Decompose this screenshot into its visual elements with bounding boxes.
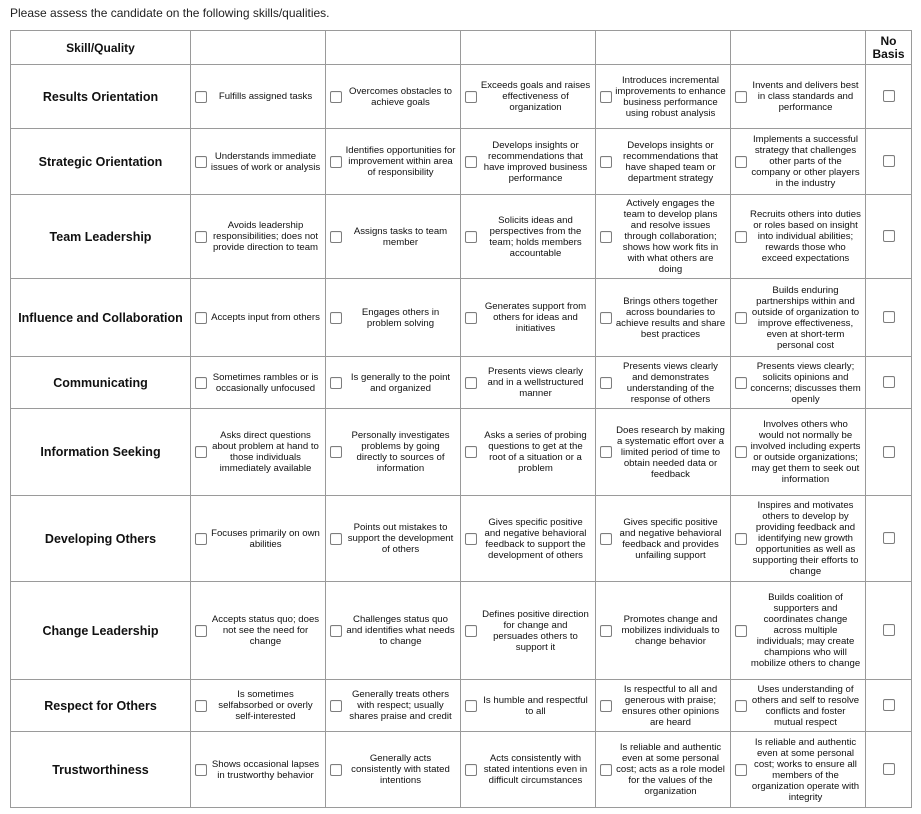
rating-description: Exceeds goals and raises effectiveness of organization <box>480 80 591 113</box>
rating-description: Uses understanding of others and self to resolve conflicts and foster mutual respect <box>751 683 860 728</box>
skill-name: Influence and Collaboration <box>11 279 191 357</box>
rating-description: Presents views clearly; solicits opinions and concerns; discusses them openly <box>750 360 861 405</box>
rating-description: Presents views clearly and demonstrates understanding of the response of others <box>623 360 718 405</box>
rating-description: Implements a successful strategy that challenges other parts of the company or other players in the industry <box>751 134 860 189</box>
rating-checkbox-level-1[interactable] <box>195 533 207 545</box>
rating-option-cell <box>191 732 326 808</box>
no-basis-cell <box>866 195 912 279</box>
rating-option-cell <box>326 195 461 279</box>
rating-option-cell <box>326 582 461 680</box>
no-basis-cell <box>866 732 912 808</box>
form-instructions: Please assess the candidate on the following skills/qualities. <box>10 6 330 20</box>
skill-name: Trustworthiness <box>11 732 191 808</box>
rating-checkbox-level-2[interactable] <box>330 377 342 389</box>
no-basis-checkbox[interactable] <box>883 311 895 323</box>
rating-description: Avoids leadership responsibilities; does not provide direction to team <box>212 220 319 253</box>
rating-checkbox-level-5[interactable] <box>735 625 747 637</box>
rating-option-cell <box>461 680 596 732</box>
rating-checkbox-level-4[interactable] <box>600 231 612 243</box>
rating-description: Involves others who would not normally be involved including experts or outside organizations; may get them to seek out information <box>750 419 861 485</box>
rating-option-cell <box>191 195 326 279</box>
rating-option-cell <box>191 582 326 680</box>
no-basis-checkbox[interactable] <box>883 624 895 636</box>
rating-option-cell <box>596 732 731 808</box>
no-basis-checkbox[interactable] <box>883 699 895 711</box>
rating-checkbox-level-2[interactable] <box>330 91 342 103</box>
rating-checkbox-level-5[interactable] <box>735 700 747 712</box>
rating-checkbox-level-3[interactable] <box>465 700 477 712</box>
skill-quality-header: Skill/Quality <box>11 31 191 65</box>
rating-description: Understands immediate issues of work or analysis <box>210 150 321 173</box>
no-basis-cell <box>866 582 912 680</box>
rating-description: Engages others in problem solving <box>361 306 440 329</box>
rating-description: Asks a series of probing questions to get at the root of a situation or a problem <box>484 430 587 474</box>
rating-description: Generally treats others with respect; usually shares praise and credit <box>349 689 452 722</box>
skill-name: Change Leadership <box>11 582 191 680</box>
rating-description: Gives specific positive and negative behavioral feedback to support the development of others <box>484 516 587 561</box>
rating-option-cell <box>731 195 866 279</box>
no-basis-checkbox[interactable] <box>883 532 895 544</box>
rating-description: Is reliable and authentic even at some personal cost; works to ensure all members of the organization operate with integrity <box>751 736 860 803</box>
rating-option-cell <box>461 732 596 808</box>
skill-name: Team Leadership <box>11 195 191 279</box>
no-basis-cell <box>866 496 912 582</box>
table-row <box>11 357 912 409</box>
rating-description: Does research by making a systematic effort over a limited period of time to obtain needed data or feedback <box>616 424 725 480</box>
skill-name: Communicating <box>11 357 191 409</box>
no-basis-checkbox[interactable] <box>883 155 895 167</box>
rating-option-cell <box>461 582 596 680</box>
rating-option-cell <box>731 357 866 409</box>
table-row <box>11 279 912 357</box>
table-row <box>11 409 912 496</box>
rating-option-cell <box>326 732 461 808</box>
rating-checkbox-level-4[interactable] <box>600 312 612 324</box>
table-row <box>11 65 912 129</box>
no-basis-cell <box>866 357 912 409</box>
level-2-header <box>326 31 461 65</box>
rating-option-cell <box>731 409 866 496</box>
skill-name: Information Seeking <box>11 409 191 496</box>
no-basis-cell <box>866 65 912 129</box>
rating-checkbox-level-2[interactable] <box>330 700 342 712</box>
rating-checkbox-level-3[interactable] <box>465 446 477 458</box>
skill-name: Respect for Others <box>11 680 191 732</box>
rating-checkbox-level-1[interactable] <box>195 377 207 389</box>
no-basis-header-line2: Basis <box>872 46 905 61</box>
rating-checkbox-level-3[interactable] <box>465 533 477 545</box>
no-basis-checkbox[interactable] <box>883 376 895 388</box>
rating-option-cell <box>731 680 866 732</box>
no-basis-cell <box>866 279 912 357</box>
no-basis-checkbox[interactable] <box>883 446 895 458</box>
rating-checkbox-level-3[interactable] <box>465 625 477 637</box>
rating-checkbox-level-4[interactable] <box>600 625 612 637</box>
rating-option-cell <box>461 409 596 496</box>
rating-description: Is respectful to all and generous with praise; ensures other opinions are heard <box>621 683 720 728</box>
rating-checkbox-level-4[interactable] <box>600 533 612 545</box>
rating-option-cell <box>731 129 866 195</box>
table-header-row <box>11 31 912 65</box>
rating-description: Defines positive direction for change and persuades others to support it <box>482 608 589 653</box>
no-basis-checkbox[interactable] <box>883 90 895 102</box>
rating-option-cell <box>326 496 461 582</box>
table-row <box>11 582 912 680</box>
rating-option-cell <box>596 680 731 732</box>
rating-description: Invents and delivers best in class standards and performance <box>752 80 859 113</box>
no-basis-cell <box>866 409 912 496</box>
rating-option-cell <box>326 129 461 195</box>
rating-option-cell <box>731 582 866 680</box>
rating-option-cell <box>731 65 866 129</box>
rating-checkbox-level-3[interactable] <box>465 156 477 168</box>
rating-description: Asks direct questions about problem at hand to those individuals immediately available <box>212 430 319 474</box>
rating-option-cell <box>596 496 731 582</box>
rating-description: Develops insights or recommendations that have improved business performance <box>483 139 588 184</box>
rating-checkbox-level-4[interactable] <box>600 764 612 776</box>
rating-checkbox-level-5[interactable] <box>735 764 747 776</box>
rating-checkbox-level-4[interactable] <box>600 156 612 168</box>
rating-description: Builds coalition of supporters and coordinates change across multiple individuals; may create champions who will mobilize others to change <box>750 592 861 669</box>
no-basis-checkbox[interactable] <box>883 763 895 775</box>
rating-description: Solicits ideas and perspectives from the team; holds members accountable <box>489 214 582 259</box>
rating-description: Inspires and motivates others to develop by providing feedback and identifying new growth opportunities as well as supporting their efforts to change <box>752 500 859 577</box>
no-basis-cell <box>866 680 912 732</box>
no-basis-checkbox[interactable] <box>883 230 895 242</box>
rating-checkbox-level-1[interactable] <box>195 700 207 712</box>
rating-description: Is reliable and authentic even at some personal cost; acts as a role model for the values of the organization <box>616 742 725 797</box>
rating-checkbox-level-1[interactable] <box>195 446 207 458</box>
no-basis-cell <box>866 129 912 195</box>
rating-option-cell <box>461 195 596 279</box>
rating-checkbox-level-1[interactable] <box>195 312 207 324</box>
rating-option-cell <box>596 195 731 279</box>
rating-checkbox-level-3[interactable] <box>465 91 477 103</box>
rating-checkbox-level-5[interactable] <box>735 231 747 243</box>
rating-checkbox-level-2[interactable] <box>330 446 342 458</box>
rating-description: Develops insights or recommendations that have shaped team or department strategy <box>623 139 718 184</box>
rating-checkbox-level-5[interactable] <box>735 91 747 103</box>
rating-option-cell <box>461 65 596 129</box>
rating-checkbox-level-2[interactable] <box>330 625 342 637</box>
rating-option-cell <box>191 496 326 582</box>
rating-description: Identifies opportunities for improvement within area of responsibility <box>345 145 456 178</box>
rating-description: Generally acts consistently with stated intentions <box>351 753 450 786</box>
rating-option-cell <box>596 409 731 496</box>
table-row <box>11 129 912 195</box>
level-4-header <box>596 31 731 65</box>
rating-option-cell <box>461 279 596 357</box>
rating-checkbox-level-1[interactable] <box>195 91 207 103</box>
rating-checkbox-level-1[interactable] <box>195 156 207 168</box>
skill-name: Results Orientation <box>11 65 191 129</box>
rating-checkbox-level-5[interactable] <box>735 312 747 324</box>
rating-checkbox-level-1[interactable] <box>195 764 207 776</box>
rating-checkbox-level-1[interactable] <box>195 625 207 637</box>
rating-description: Challenges status quo and identifies what needs to change <box>346 614 455 647</box>
rating-option-cell <box>326 279 461 357</box>
rating-checkbox-level-2[interactable] <box>330 312 342 324</box>
rating-option-cell <box>461 357 596 409</box>
rating-option-cell <box>191 65 326 129</box>
rating-option-cell <box>191 279 326 357</box>
rating-description: Is sometimes selfabsorbed or overly self-interested <box>218 689 313 722</box>
level-1-header <box>191 31 326 65</box>
rating-description: Is generally to the point and organized <box>350 371 451 394</box>
table-row <box>11 195 912 279</box>
rating-option-cell <box>596 357 731 409</box>
rating-description: Points out mistakes to support the development of others <box>347 522 454 555</box>
rating-description: Assigns tasks to team member <box>353 225 448 248</box>
rating-option-cell <box>191 680 326 732</box>
rating-option-cell <box>596 129 731 195</box>
rating-option-cell <box>191 409 326 496</box>
no-basis-header <box>866 31 912 65</box>
rating-option-cell <box>596 65 731 129</box>
rating-option-cell <box>191 129 326 195</box>
rating-option-cell <box>326 680 461 732</box>
rating-checkbox-level-4[interactable] <box>600 91 612 103</box>
rating-description: Accepts status quo; does not see the need for change <box>211 614 320 647</box>
rating-checkbox-level-2[interactable] <box>330 533 342 545</box>
rating-checkbox-level-5[interactable] <box>735 446 747 458</box>
rating-checkbox-level-2[interactable] <box>330 156 342 168</box>
rating-description: Builds enduring partnerships within and outside of organization to improve effectiveness, even at short-term personal cost <box>751 284 860 351</box>
rating-description: Introduces incremental improvements to enhance business performance using robust analysis <box>615 74 726 119</box>
rating-option-cell <box>596 582 731 680</box>
rating-description: Focuses primarily on own abilities <box>211 527 320 550</box>
rating-description: Fulfills assigned tasks <box>218 91 313 102</box>
no-basis-header-line1: No <box>880 33 897 48</box>
skill-name: Strategic Orientation <box>11 129 191 195</box>
rating-option-cell <box>596 279 731 357</box>
table-row <box>11 496 912 582</box>
rating-description: Promotes change and mobilizes individuals to change behavior <box>621 614 720 647</box>
rating-checkbox-level-3[interactable] <box>465 312 477 324</box>
rating-checkbox-level-4[interactable] <box>600 446 612 458</box>
rating-option-cell <box>326 409 461 496</box>
rating-option-cell <box>731 732 866 808</box>
rating-checkbox-level-5[interactable] <box>735 377 747 389</box>
rating-description: Actively engages the team to develop plans and resolve issues through collaboration; shows how work fits in with what others are doing <box>622 198 719 275</box>
rating-description: Shows occasional lapses in trustworthy behavior <box>211 758 320 781</box>
rating-checkbox-level-3[interactable] <box>465 377 477 389</box>
rating-description: Recruits others into duties or roles based on insight into individual abilities; rewards those who exceed expectations <box>750 209 861 264</box>
rating-option-cell <box>461 129 596 195</box>
rating-checkbox-level-5[interactable] <box>735 156 747 168</box>
level-3-header <box>461 31 596 65</box>
rating-checkbox-level-3[interactable] <box>465 231 477 243</box>
rating-option-cell <box>326 65 461 129</box>
rating-description: Generates support from others for ideas and initiatives <box>484 301 587 334</box>
rating-checkbox-level-4[interactable] <box>600 700 612 712</box>
rating-checkbox-level-2[interactable] <box>330 764 342 776</box>
rating-checkbox-level-1[interactable] <box>195 231 207 243</box>
skill-name: Developing Others <box>11 496 191 582</box>
table-row <box>11 680 912 732</box>
rating-description: Brings others together across boundaries to achieve results and share best practices <box>615 295 726 340</box>
rating-option-cell <box>731 496 866 582</box>
rating-description: Sometimes rambles or is occasionally unfocused <box>212 371 319 394</box>
rating-description: Gives specific positive and negative behavioral feedback and provides unfailing support <box>619 516 722 561</box>
rating-description: Presents views clearly and in a wellstructured manner <box>487 366 584 399</box>
rating-checkbox-level-5[interactable] <box>735 533 747 545</box>
rating-option-cell <box>461 496 596 582</box>
rating-checkbox-level-2[interactable] <box>330 231 342 243</box>
rating-description: Acts consistently with stated intentions even in difficult circumstances <box>483 753 588 786</box>
rating-description: Personally investigates problems by going directly to sources of information <box>351 430 450 474</box>
rating-description: Is humble and respectful to all <box>483 694 588 717</box>
rating-checkbox-level-3[interactable] <box>465 764 477 776</box>
rating-description: Overcomes obstacles to achieve goals <box>349 85 452 108</box>
rating-option-cell <box>731 279 866 357</box>
rating-description: Accepts input from others <box>211 312 320 323</box>
rating-option-cell <box>191 357 326 409</box>
skills-assessment-table <box>10 30 912 808</box>
table-row <box>11 732 912 808</box>
rating-option-cell <box>326 357 461 409</box>
rating-checkbox-level-4[interactable] <box>600 377 612 389</box>
level-5-header <box>731 31 866 65</box>
